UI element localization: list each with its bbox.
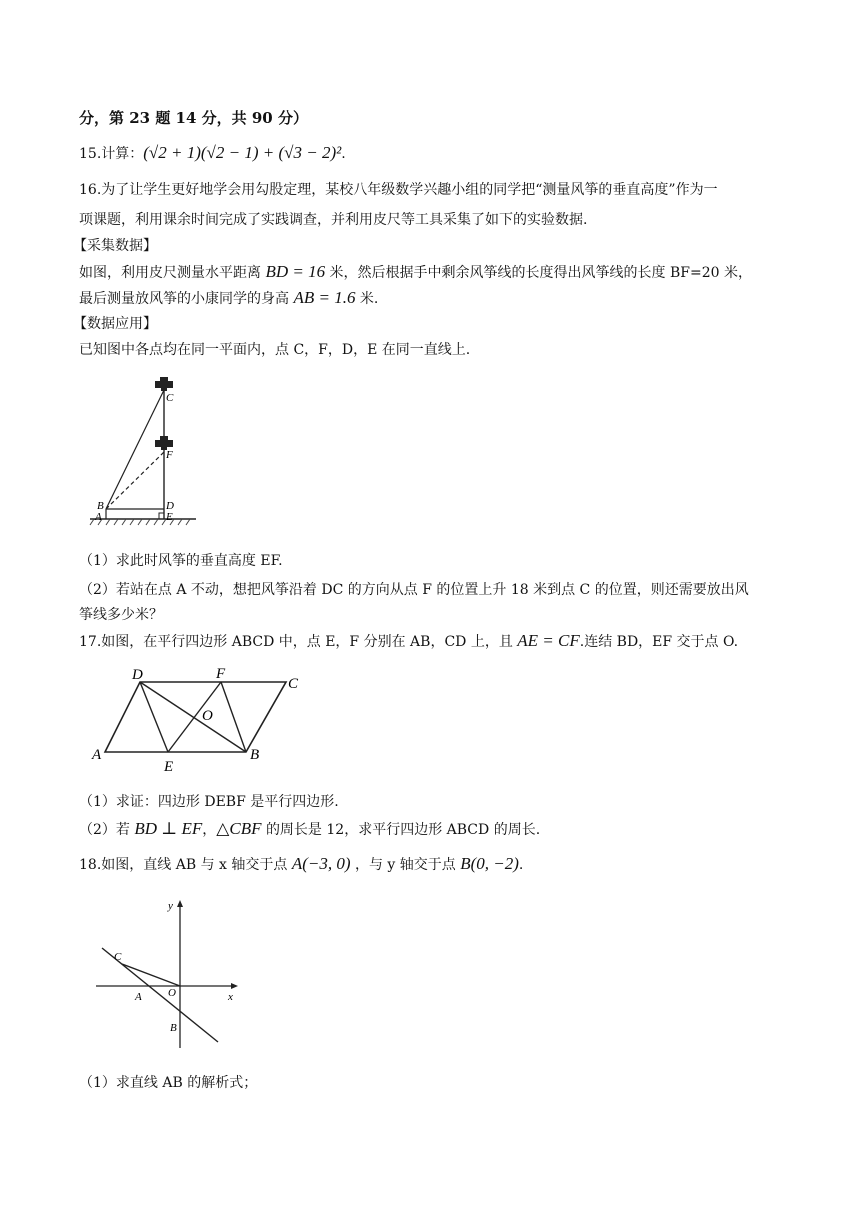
label-b: B bbox=[97, 500, 104, 512]
q16-section-apply: 【数据应用】 bbox=[73, 316, 157, 332]
q17-parallelogram-figure bbox=[88, 664, 318, 776]
q17-triangle-cbf: △CBF bbox=[216, 819, 262, 838]
q17-part2-a: （2）若 bbox=[79, 822, 130, 838]
right-angle-mark bbox=[159, 513, 164, 519]
label-o: O bbox=[168, 987, 176, 999]
label-a: A bbox=[92, 747, 102, 763]
segment-fb bbox=[221, 682, 246, 752]
segment-co bbox=[122, 964, 180, 986]
q17-intro bbox=[79, 631, 738, 652]
q16-collect-a: 如图，利用皮尺测量水平距离 bbox=[79, 265, 261, 281]
score-note: 分，第 23 题 14 分，共 90 分） bbox=[79, 109, 308, 127]
ground-hatching bbox=[90, 519, 190, 525]
q16-intro-line1: 16.为了让学生更好地学会用勾股定理，某校八年级数学兴趣小组的同学把“测量风筝的垂直高度”作为一 bbox=[79, 182, 718, 198]
x-axis-arrow-icon bbox=[231, 983, 238, 989]
q15-expression: (√2 + 1)(√2 − 1) + (√3 − 2)² bbox=[143, 143, 342, 162]
q16-collect-c: 最后测量放风筝的小康同学的身高 bbox=[79, 291, 289, 307]
q17-ae-cf-equation: AE = CF bbox=[517, 631, 580, 650]
kite-f-icon bbox=[155, 436, 173, 450]
segment-bc bbox=[106, 390, 164, 509]
segment-de bbox=[140, 682, 168, 752]
q17-part2-c: 的周长是 12，求平行四边形 ABCD 的周长. bbox=[265, 822, 541, 838]
label-e: E bbox=[164, 759, 174, 775]
label-c: C bbox=[288, 676, 299, 692]
label-c: C bbox=[166, 392, 174, 404]
q18-part1: （1）求直线 AB 的解析式； bbox=[79, 1075, 258, 1091]
q16-part1: （1）求此时风筝的垂直高度 EF. bbox=[79, 553, 283, 569]
label-a: A bbox=[95, 511, 102, 523]
label-b: B bbox=[250, 747, 260, 763]
q16-ab-equation: AB = 1.6 bbox=[293, 288, 356, 307]
q17-part1: （1）求证：四边形 DEBF 是平行四边形. bbox=[79, 794, 339, 810]
q17-part2-b: ， bbox=[202, 822, 217, 838]
label-o: O bbox=[202, 708, 213, 724]
label-a: A bbox=[135, 991, 142, 1003]
q16-kite-figure bbox=[84, 372, 200, 532]
q18-intro-c: . bbox=[518, 857, 524, 873]
label-f: F bbox=[216, 666, 226, 682]
q16-collect-d: 米. bbox=[359, 291, 379, 307]
q16-part2-line2: 筝线多少米？ bbox=[79, 607, 163, 623]
label-d: D bbox=[132, 667, 143, 683]
y-axis-arrow-icon bbox=[177, 900, 183, 907]
label-x: x bbox=[228, 991, 233, 1003]
q16-apply-text: 已知图中各点均在同一平面内，点 C，F，D，E 在同一直线上. bbox=[79, 342, 471, 358]
q17-bd-perp-ef: BD ⊥ EF bbox=[134, 819, 203, 838]
segment-bd bbox=[140, 682, 246, 752]
kite-c-icon bbox=[155, 377, 173, 391]
label-y: y bbox=[168, 900, 173, 912]
q18-coordinate-figure bbox=[92, 894, 252, 1054]
q16-section-collect: 【采集数据】 bbox=[73, 238, 157, 254]
label-e: E bbox=[166, 511, 173, 523]
label-b: B bbox=[170, 1022, 177, 1034]
q16-collect-line1 bbox=[79, 262, 752, 283]
q16-bd-equation: BD = 16 bbox=[265, 262, 326, 281]
q17-intro-b: .连结 BD，EF 交于点 O. bbox=[579, 634, 739, 650]
label-d: D bbox=[166, 500, 174, 512]
q18-intro-a: 18.如图，直线 AB 与 x 轴交于点 bbox=[79, 857, 288, 873]
q15-prefix: 15.计算： bbox=[79, 146, 144, 162]
q16-part2-line1: （2）若站在点 A 不动，想把风筝沿着 DC 的方向从点 F 的位置上升 18 米到点 C 的位置，则还需要放出风 bbox=[79, 582, 749, 598]
q15-end: . bbox=[341, 146, 346, 162]
q17-intro-a: 17.如图，在平行四边形 ABCD 中，点 E，F 分别在 AB，CD 上，且 bbox=[79, 634, 513, 650]
q18-intro bbox=[79, 854, 523, 875]
label-c: C bbox=[114, 951, 122, 963]
question-15 bbox=[79, 143, 346, 164]
label-f: F bbox=[166, 449, 173, 461]
segment-ef bbox=[168, 682, 221, 752]
q18-point-b: B(0, −2) bbox=[460, 854, 519, 873]
q16-collect-line2 bbox=[79, 288, 378, 309]
segment-bf-dashed bbox=[106, 452, 164, 509]
q18-intro-b: ，与 y 轴交于点 bbox=[354, 857, 456, 873]
q16-intro-line2: 项课题，利用课余时间完成了实践调查，并利用皮尺等工具采集了如下的实验数据. bbox=[79, 212, 588, 228]
q16-collect-b: 米，然后根据手中剩余风筝线的长度得出风筝线的长度 BF=20 米， bbox=[329, 265, 752, 281]
q18-point-a: A(−3, 0) bbox=[291, 854, 351, 873]
parallelogram-abcd bbox=[105, 682, 286, 752]
q17-part2 bbox=[79, 819, 540, 840]
